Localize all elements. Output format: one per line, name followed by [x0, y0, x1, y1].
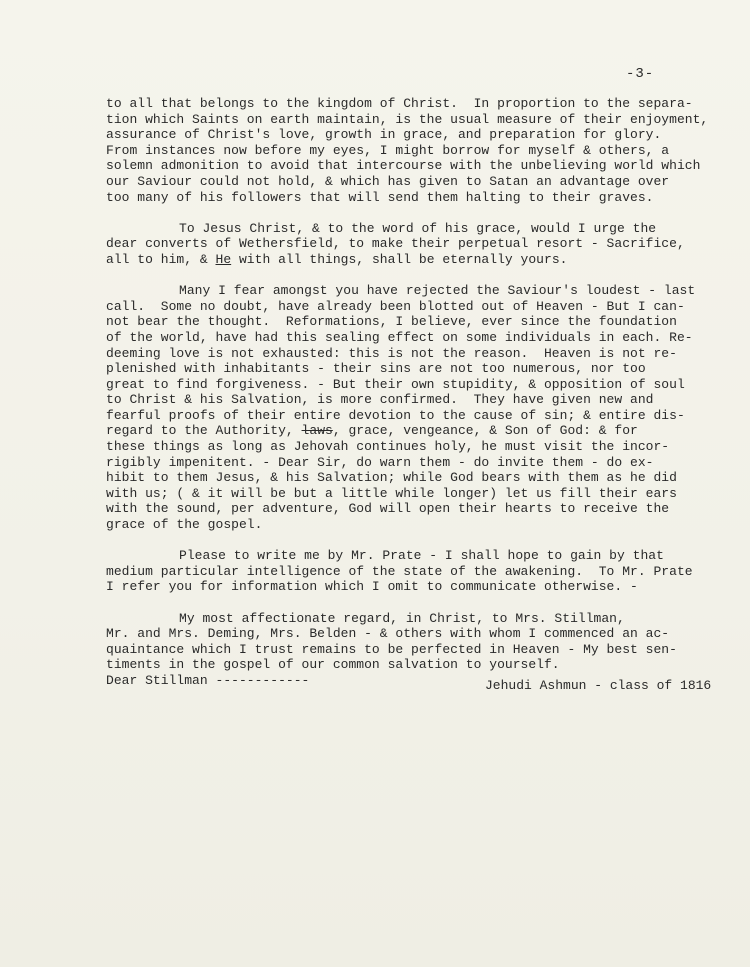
text-span: regard to the Authority, — [106, 423, 302, 439]
underlined-word: He — [215, 251, 232, 267]
text-line: with us; ( & it will be but a little while longer) let us fill their ears — [106, 485, 677, 501]
text-line: plenished with inhabitants - their sins are not too numerous, nor too — [106, 361, 646, 377]
text-line: quaintance which I trust remains to be perfected in Heaven - My best sen- — [106, 641, 677, 657]
text-line — [106, 221, 686, 237]
text-line: assurance of Christ's love, growth in grace, and preparation for glory. — [106, 127, 662, 143]
text-line: medium particular intelligence of the state of the awakening. To Mr. Prate — [106, 563, 693, 579]
text-line — [106, 283, 696, 299]
paragraph-gap — [106, 268, 686, 284]
text-line: hibit to them Jesus, & his Salvation; while God bears with them as he did — [106, 470, 677, 486]
text-line: tion which Saints on earth maintain, is the usual measure of their enjoyment, — [106, 111, 709, 127]
text-line: Mr. and Mrs. Deming, Mrs. Belden - & others with whom I commenced an ac- — [106, 626, 670, 642]
text-line: these things as long as Jehovah continues holy, he must visit the incor- — [106, 439, 670, 455]
text-line: to all that belongs to the kingdom of Christ. In proportion to the separa- — [106, 96, 693, 111]
text-line: our Saviour could not hold, & which has given to Satan an advantage over — [106, 173, 670, 189]
paragraph-4 — [106, 548, 693, 595]
text-line: grace of the gospel. — [106, 517, 263, 533]
paragraph-1 — [106, 96, 709, 205]
text-line: call. Some no doubt, have already been blotted out of Heaven - But I can- — [106, 298, 685, 314]
text-line: fearful proofs of their entire devotion to the cause of sin; & entire dis- — [106, 407, 685, 423]
text-line: rigibly impenitent. - Dear Sir, do warn them - do invite them - do ex- — [106, 454, 654, 470]
text-line: of the world, have had this sealing effect on some individuals in each. Re- — [106, 329, 693, 345]
paragraph-gap — [106, 595, 686, 611]
page-number: -3- — [626, 66, 655, 82]
text-span: with all things, shall be eternally yours. — [231, 251, 568, 267]
text-span: My most affectionate regard, in Christ, to Mrs. Stillman, — [179, 610, 625, 626]
text-line: solemn admonition to avoid that intercourse with the unbelieving world which — [106, 158, 701, 174]
text-line: too many of his followers that will send them halting to their graves. — [106, 189, 654, 205]
text-span: all to him, & — [106, 251, 216, 267]
text-line — [106, 548, 686, 564]
text-line — [106, 423, 686, 439]
text-line: not bear the thought. Reformations, I believe, ever since the foundation — [106, 314, 677, 330]
letter-body — [106, 96, 709, 689]
text-line: I refer you for information which I omit to communicate otherwise. - — [106, 579, 638, 595]
text-line: deeming love is not exhausted: this is not the reason. Heaven is not re- — [106, 345, 677, 361]
signature: Jehudi Ashmun - class of 1816 — [485, 678, 712, 693]
text-line: great to find forgiveness. - But their own stupidity, & opposition of soul — [106, 376, 685, 392]
paragraph-3 — [106, 283, 696, 533]
salutation: Dear Stillman ------------ — [106, 672, 310, 688]
struck-word: laws — [301, 423, 333, 439]
text-line: with the sound, per adventure, God will open their hearts to receive the — [106, 501, 670, 517]
text-span: To Jesus Christ, & to the word of his grace, would I urge the — [179, 220, 657, 236]
text-line — [106, 611, 686, 627]
text-line: From instances now before my eyes, I might borrow for myself & others, a — [106, 142, 670, 158]
text-span: Please to write me by Mr. Prate - I shall hope to gain by that — [179, 548, 664, 564]
text-line: to Christ & his Salvation, is more confirmed. They have given new and — [106, 392, 654, 408]
text-line: dear converts of Wethersfield, to make their perpetual resort - Sacrifice, — [106, 236, 685, 252]
paragraph-5 — [106, 611, 686, 689]
text-span: Many I fear amongst you have rejected the Saviour's loudest - last — [179, 283, 696, 299]
paragraph-gap — [106, 533, 686, 549]
text-line — [106, 252, 686, 268]
text-line: timents in the gospel of our common salvation to yourself. — [106, 657, 560, 673]
paragraph-2 — [106, 221, 686, 268]
paragraph-gap — [106, 205, 686, 221]
text-span: , grace, vengeance, & Son of God: & for — [332, 423, 638, 439]
